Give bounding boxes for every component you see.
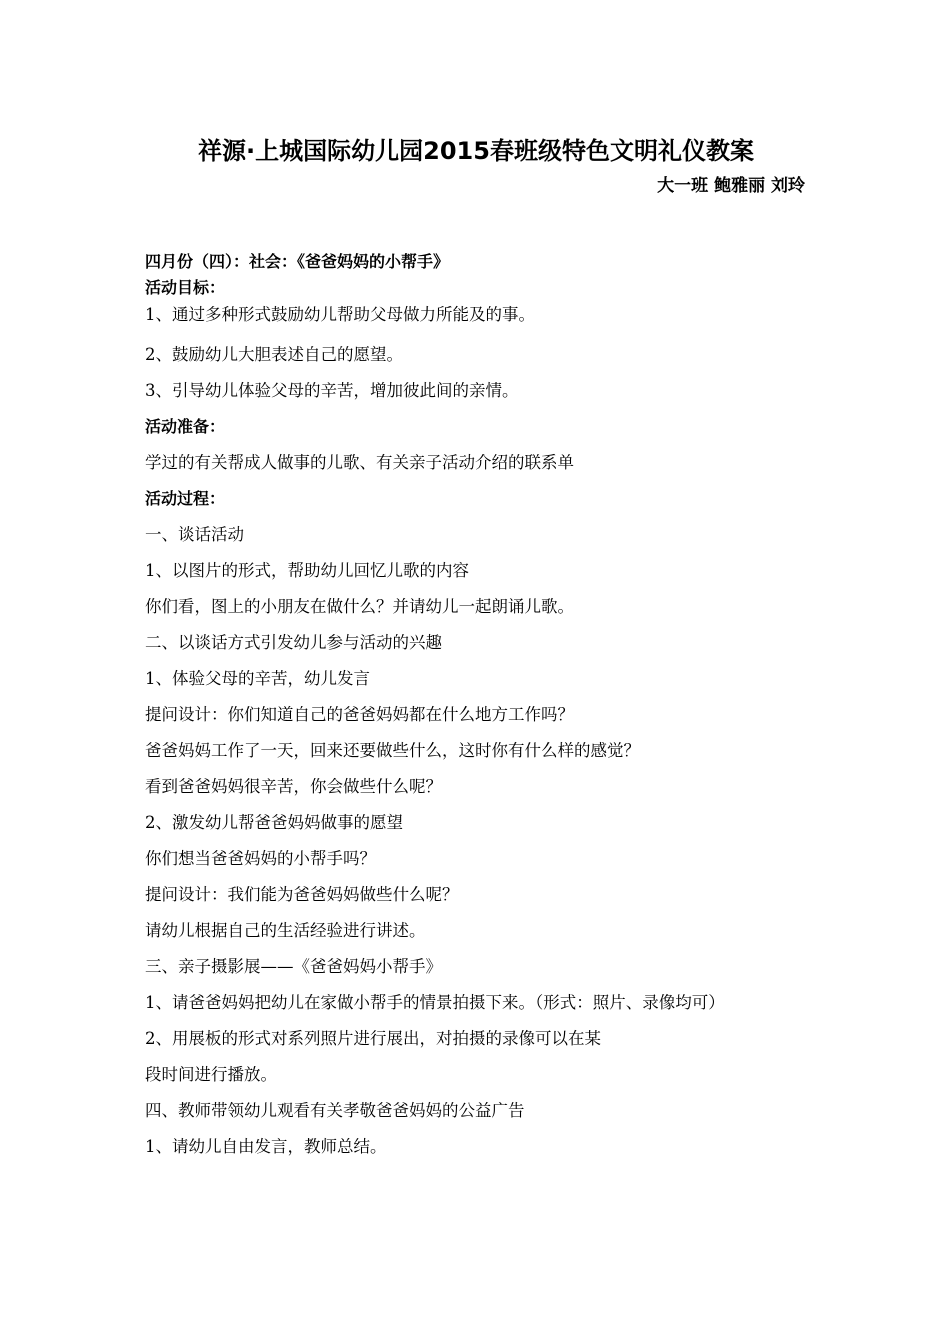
document-title: 祥源·上城国际幼儿园2015春班级特色文明礼仪教案 xyxy=(198,137,754,165)
goal-item: 3、引导幼儿体验父母的辛苦，增加彼此间的亲情。 xyxy=(145,381,519,400)
prep-text: 学过的有关帮成人做事的儿歌、有关亲子活动介绍的联系单 xyxy=(145,453,574,472)
goal-item: 2、鼓励幼儿大胆表述自己的愿望。 xyxy=(145,345,403,364)
process-line: 1、以图片的形式，帮助幼儿回忆儿歌的内容 xyxy=(145,561,469,580)
process-line: 1、请爸爸妈妈把幼儿在家做小帮手的情景拍摄下来。（形式：照片、录像均可） xyxy=(145,993,725,1012)
goal-item: 1、通过多种形式鼓励幼儿帮助父母做力所能及的事。 xyxy=(145,305,535,324)
process-line: 请幼儿根据自己的生活经验进行讲述。 xyxy=(145,921,426,940)
process-line: 爸爸妈妈工作了一天，回来还要做些什么，这时你有什么样的感觉？ xyxy=(145,741,640,760)
process-line: 你们看，图上的小朋友在做什么？并请幼儿一起朗诵儿歌。 xyxy=(145,597,574,616)
process-line: 2、用展板的形式对系列照片进行展出，对拍摄的录像可以在某 xyxy=(145,1029,601,1048)
process-line: 你们想当爸爸妈妈的小帮手吗？ xyxy=(145,849,376,868)
process-line: 1、请幼儿自由发言，教师总结。 xyxy=(145,1137,387,1156)
document-authors: 大一班 鲍雅丽 刘玲 xyxy=(657,176,805,196)
process-line: 段时间进行播放。 xyxy=(145,1065,277,1084)
process-line: 提问设计：你们知道自己的爸爸妈妈都在什么地方工作吗？ xyxy=(145,705,574,724)
process-line: 一、谈话活动 xyxy=(145,525,244,544)
process-line: 看到爸爸妈妈很辛苦，你会做些什么呢？ xyxy=(145,777,442,796)
goals-heading: 活动目标： xyxy=(145,278,226,297)
section-title: 四月份（四）：社会：《爸爸妈妈的小帮手》 xyxy=(145,252,450,271)
process-line: 四、教师带领幼儿观看有关孝敬爸爸妈妈的公益广告 xyxy=(145,1101,525,1120)
process-line: 2、激发幼儿帮爸爸妈妈做事的愿望 xyxy=(145,813,403,832)
prep-heading: 活动准备： xyxy=(145,417,226,436)
process-line: 三、亲子摄影展——《爸爸妈妈小帮手》 xyxy=(145,957,442,976)
document-body xyxy=(145,249,815,1165)
process-line: 1、体验父母的辛苦，幼儿发言 xyxy=(145,669,370,688)
process-line: 提问设计：我们能为爸爸妈妈做些什么呢？ xyxy=(145,885,459,904)
process-heading: 活动过程： xyxy=(145,489,226,508)
process-line: 二、以谈话方式引发幼儿参与活动的兴趣 xyxy=(145,633,442,652)
